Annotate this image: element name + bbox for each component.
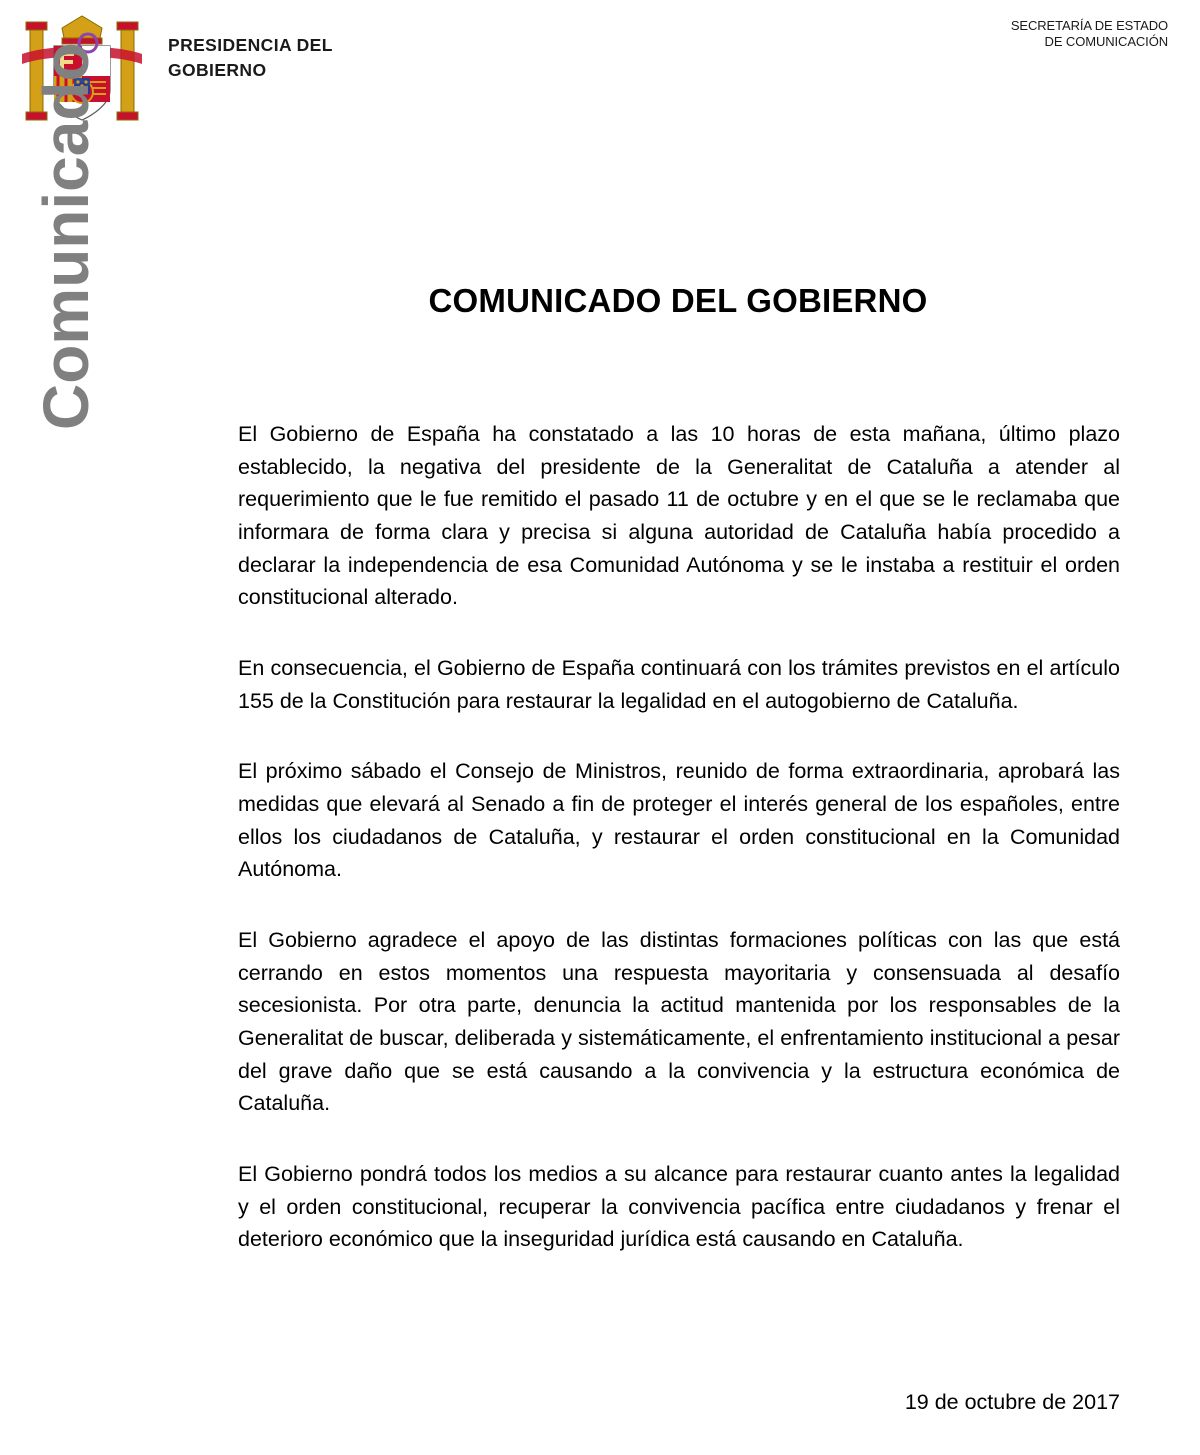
paragraph: El próximo sábado el Consejo de Ministros, reunido de forma extraordinaria, aprobará las medidas que elevará al Senado a fin de proteger el interés general de los españoles, entre ellos los ciudadanos de Cataluña, y restaurar el orden constitucional en la Comunidad Autónoma. xyxy=(238,759,1120,882)
institution-title-line1: PRESIDENCIA DEL xyxy=(168,35,333,55)
institution-title-line2: GOBIERNO xyxy=(168,60,267,81)
secretariat-label xyxy=(1011,18,1168,51)
page-title: COMUNICADO DEL GOBIERNO xyxy=(428,282,928,319)
document-body xyxy=(238,418,1120,1256)
paragraph: El Gobierno agradece el apoyo de las distintas formaciones políticas con las que está cerrando en estos momentos una respuesta mayoritaria y consensuada al desafío secesionista. Por otra parte, denuncia la actitud mantenida por los responsables de la Generalitat de buscar, deliberada y sistemáticamente, el enfrentamiento institucional a pesar del grave daño que se está causando a la convivencia y la estructura económica de Cataluña. xyxy=(238,928,1120,1116)
document-header xyxy=(0,0,1200,150)
institution-title xyxy=(168,33,333,84)
vertical-sidebar-label: Comunicado xyxy=(30,42,102,430)
document-date: 19 de octubre de 2017 xyxy=(904,1390,1120,1414)
paragraph: En consecuencia, el Gobierno de España continuará con los trámites previstos en el artículo 155 de la Constitución para restaurar la legalidad en el autogobierno de Cataluña. xyxy=(238,656,1120,713)
secretariat-label-line1: SECRETARÍA DE ESTADO xyxy=(1010,18,1168,33)
paragraph: El Gobierno pondrá todos los medios a su alcance para restaurar cuanto antes la legalidad y el orden constitucional, recuperar la convivencia pacífica entre ciudadanos y frenar el deterioro económico que la inseguridad jurídica está causando en Cataluña. xyxy=(238,1162,1120,1252)
paragraph: El Gobierno de España ha constatado a las 10 horas de esta mañana, último plazo establecido, la negativa del presidente de la Generalitat de Cataluña a atender al requerimiento que le fue remitido el pasado 11 de octubre y en el que se le reclamaba que informara de forma clara y precisa si alguna autoridad de Cataluña había procedido a declarar la independencia de esa Comunidad Autónoma y se le instaba a restituir el orden constitucional alterado. xyxy=(238,422,1120,610)
secretariat-label-line2: DE COMUNICACIÓN xyxy=(1044,34,1168,50)
